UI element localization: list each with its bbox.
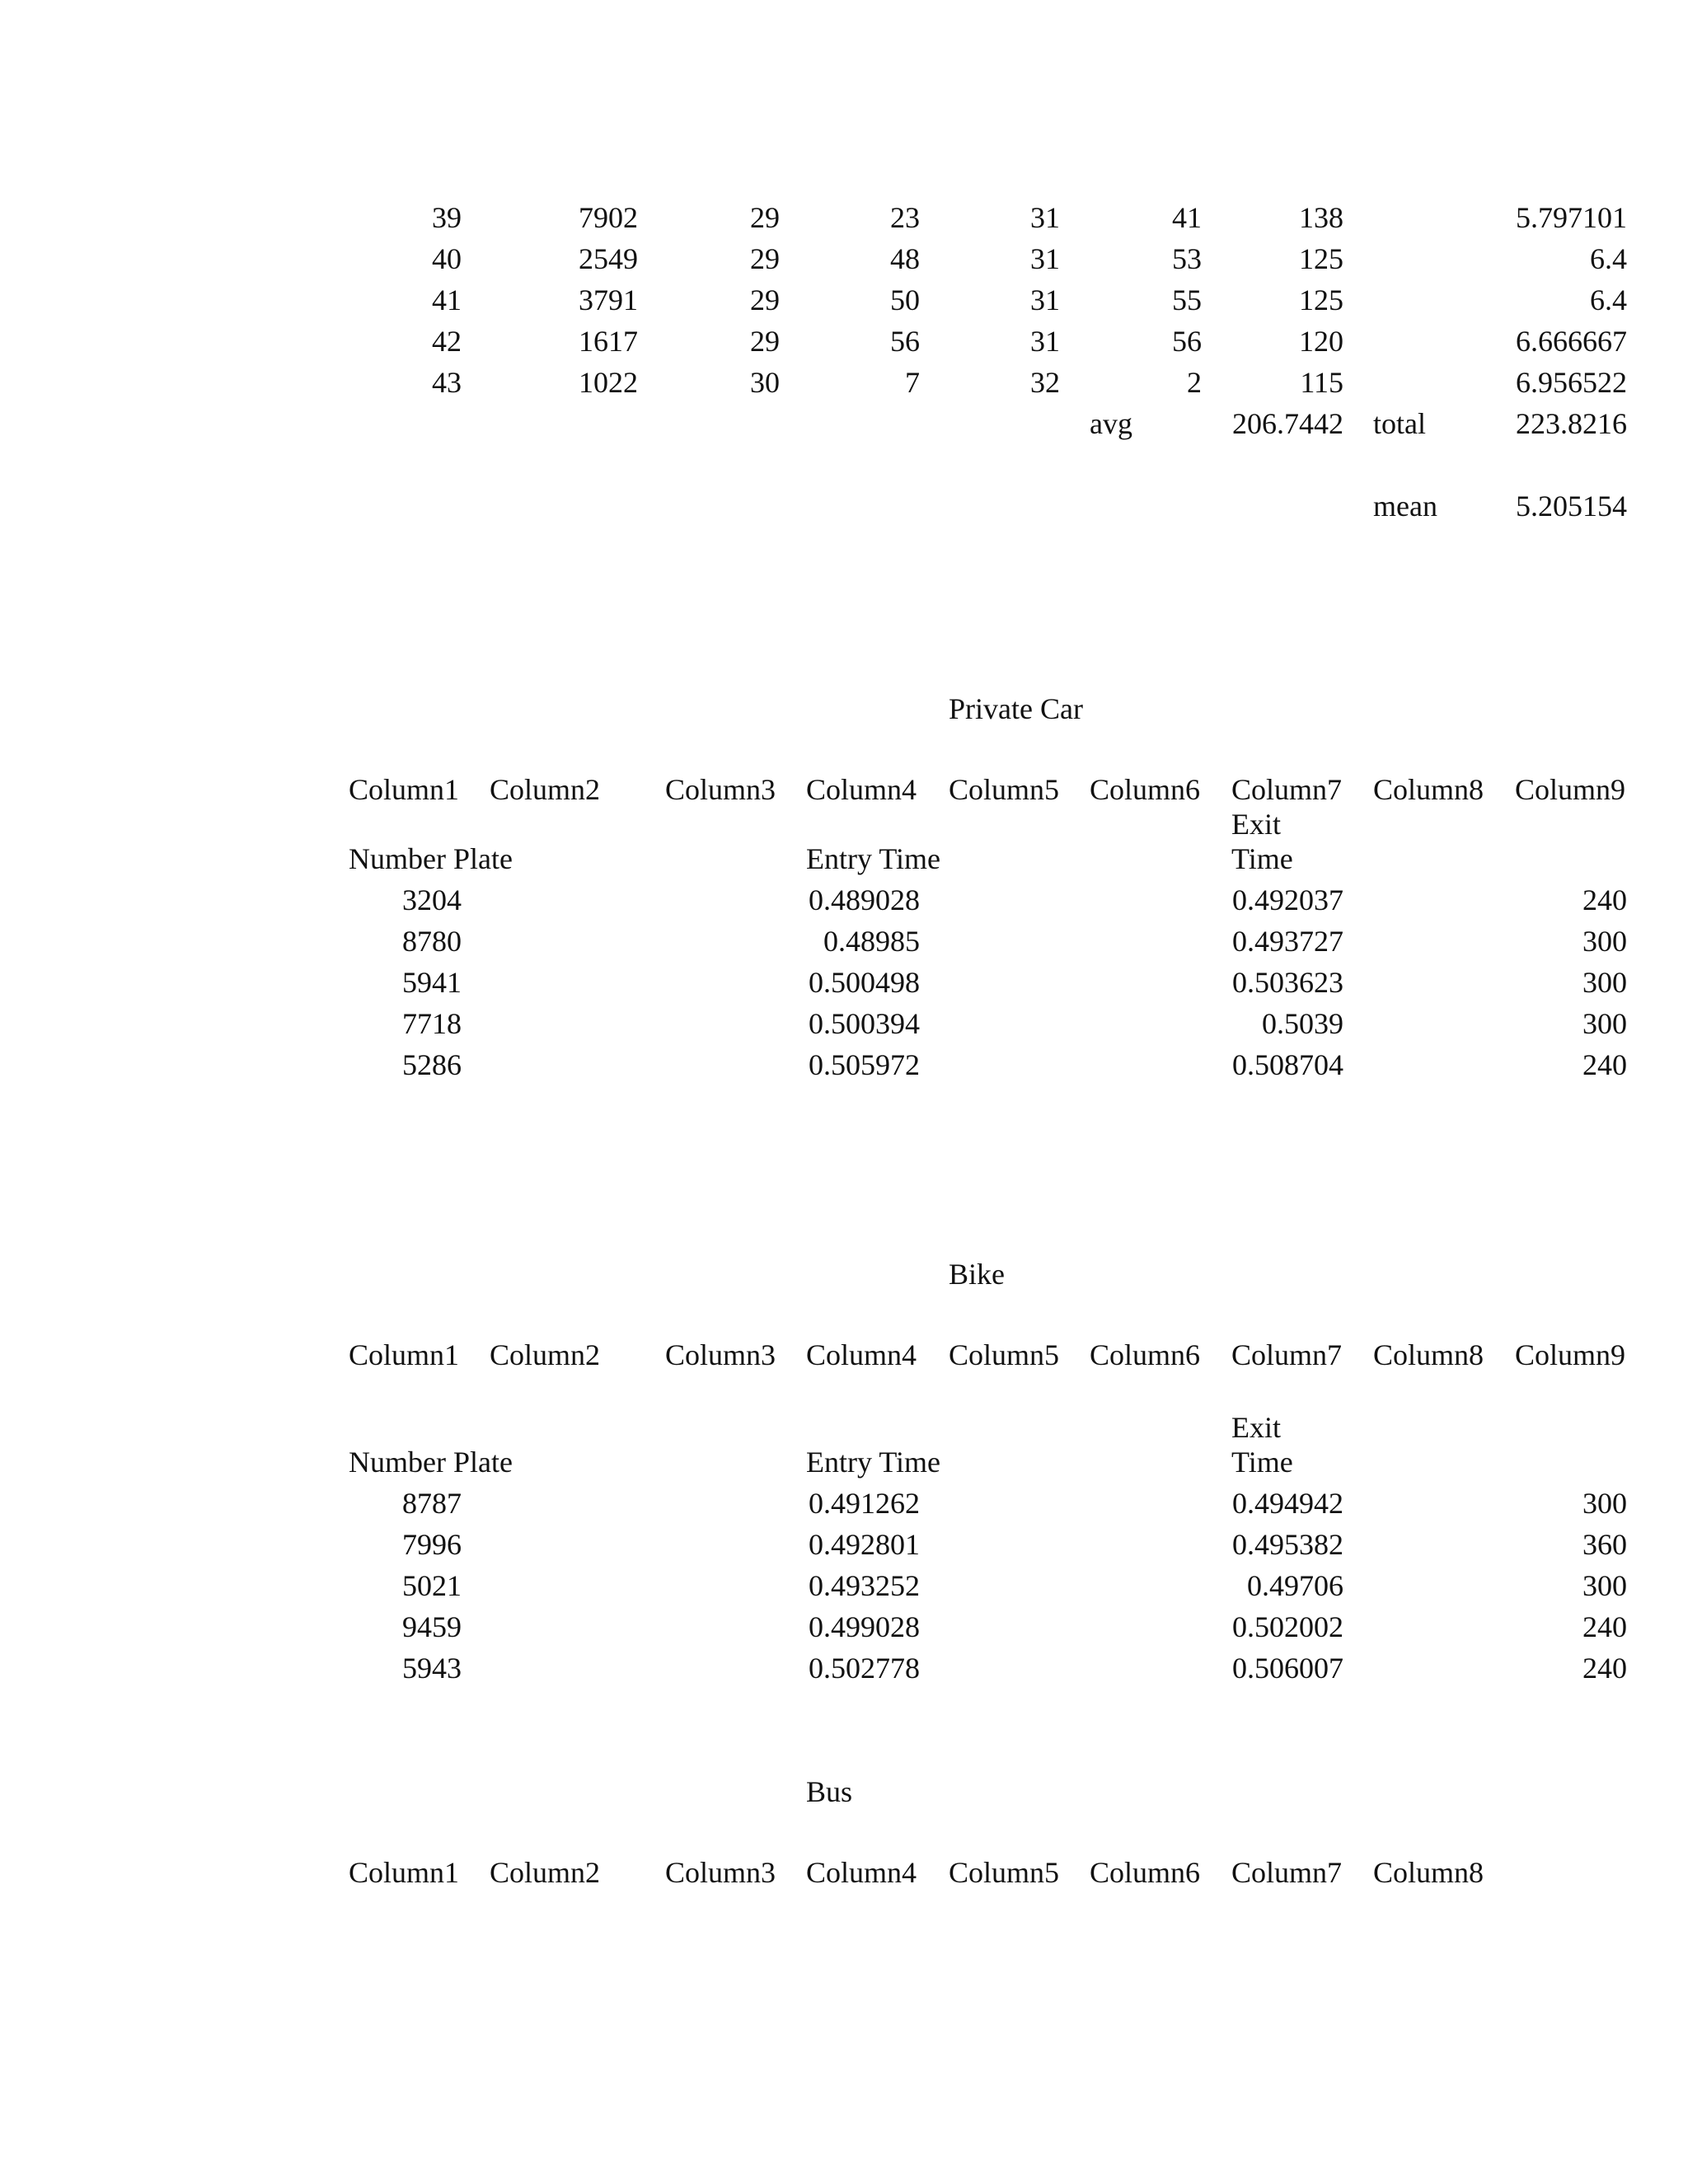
table-cell: 0.508704	[1232, 1048, 1343, 1081]
table-cell: 5286	[402, 1048, 462, 1081]
table-cell: 0.502002	[1232, 1610, 1343, 1643]
table-cell: 0.491262	[809, 1487, 920, 1520]
table-cell: 300	[1582, 1007, 1627, 1040]
entry-time-header: Entry Time	[806, 1446, 941, 1479]
column-header: Column8	[1373, 1338, 1484, 1371]
table-cell: 7	[905, 366, 920, 399]
column-header: Column5	[949, 1338, 1060, 1371]
table-cell: 0.495382	[1232, 1528, 1343, 1561]
table-cell: 2	[1187, 366, 1202, 399]
table-cell: 240	[1582, 883, 1627, 916]
table-cell: 23	[890, 201, 920, 234]
column-header: Column4	[806, 1856, 917, 1889]
column-header: Column8	[1373, 1856, 1484, 1889]
exit-time-header: Time	[1231, 842, 1293, 875]
section-title: Bus	[806, 1775, 853, 1808]
column-header: Column9	[1515, 1338, 1626, 1371]
table-cell: 0.505972	[809, 1048, 920, 1081]
column-header: Column3	[665, 1338, 776, 1371]
column-header: Column2	[490, 1856, 601, 1889]
table-cell: 0.499028	[809, 1610, 920, 1643]
table-cell: 6.666667	[1516, 325, 1627, 358]
section-title: Private Car	[949, 692, 1083, 725]
table-cell: 2549	[579, 242, 638, 275]
table-cell: 3791	[579, 284, 638, 316]
mean-value: 5.205154	[1516, 490, 1627, 523]
table-cell: 29	[750, 284, 780, 316]
column-header: Column1	[349, 1856, 460, 1889]
table-cell: 125	[1299, 242, 1343, 275]
number-plate-header: Number Plate	[349, 842, 513, 875]
table-cell: 1022	[579, 366, 638, 399]
avg-value: 206.7442	[1232, 407, 1343, 440]
table-cell: 0.49706	[1247, 1569, 1343, 1602]
table-cell: 40	[432, 242, 462, 275]
column-header: Column9	[1515, 773, 1626, 806]
column-header: Column3	[665, 773, 776, 806]
column-header: Column5	[949, 1856, 1060, 1889]
table-cell: 31	[1030, 325, 1060, 358]
table-cell: 125	[1299, 284, 1343, 316]
column-header: Column6	[1090, 773, 1201, 806]
table-cell: 300	[1582, 966, 1627, 999]
table-cell: 29	[750, 201, 780, 234]
column-header: Column4	[806, 1338, 917, 1371]
table-cell: 32	[1030, 366, 1060, 399]
table-cell: 300	[1582, 925, 1627, 958]
table-cell: 8787	[402, 1487, 462, 1520]
number-plate-header: Number Plate	[349, 1446, 513, 1479]
entry-time-header: Entry Time	[806, 842, 941, 875]
table-cell: 0.500394	[809, 1007, 920, 1040]
section-title: Bike	[949, 1258, 1005, 1291]
table-cell: 0.493727	[1232, 925, 1343, 958]
table-cell: 115	[1300, 366, 1343, 399]
exit-time-header: Time	[1231, 1446, 1293, 1479]
table-cell: 29	[750, 242, 780, 275]
table-cell: 7996	[402, 1528, 462, 1561]
table-cell: 50	[890, 284, 920, 316]
table-cell: 240	[1582, 1610, 1627, 1643]
column-header: Column6	[1090, 1338, 1201, 1371]
column-header: Column7	[1231, 773, 1343, 806]
column-header: Column7	[1231, 1856, 1343, 1889]
table-cell: 53	[1172, 242, 1202, 275]
table-cell: 31	[1030, 284, 1060, 316]
table-cell: 3204	[402, 883, 462, 916]
table-cell: 300	[1582, 1569, 1627, 1602]
table-cell: 240	[1582, 1652, 1627, 1685]
table-cell: 360	[1582, 1528, 1627, 1561]
table-cell: 0.489028	[809, 883, 920, 916]
avg-label: avg	[1090, 407, 1132, 440]
table-cell: 6.4	[1590, 242, 1627, 275]
table-cell: 0.500498	[809, 966, 920, 999]
table-cell: 0.492801	[809, 1528, 920, 1561]
table-cell: 39	[432, 201, 462, 234]
column-header: Column2	[490, 1338, 601, 1371]
table-cell: 41	[432, 284, 462, 316]
column-header: Column4	[806, 773, 917, 806]
table-cell: 31	[1030, 242, 1060, 275]
table-cell: 0.494942	[1232, 1487, 1343, 1520]
exit-time-header: Exit	[1231, 808, 1281, 841]
table-cell: 41	[1172, 201, 1202, 234]
table-cell: 1617	[579, 325, 638, 358]
table-cell: 43	[432, 366, 462, 399]
table-cell: 300	[1582, 1487, 1627, 1520]
total-label: total	[1373, 407, 1426, 440]
table-cell: 55	[1172, 284, 1202, 316]
table-cell: 240	[1582, 1048, 1627, 1081]
total-value: 223.8216	[1516, 407, 1627, 440]
table-cell: 120	[1299, 325, 1343, 358]
table-cell: 7902	[579, 201, 638, 234]
table-cell: 0.503623	[1232, 966, 1343, 999]
table-cell: 42	[432, 325, 462, 358]
table-cell: 0.48985	[823, 925, 920, 958]
table-cell: 0.506007	[1232, 1652, 1343, 1685]
table-cell: 6.956522	[1516, 366, 1627, 399]
exit-time-header: Exit	[1231, 1411, 1281, 1444]
table-cell: 6.4	[1590, 284, 1627, 316]
table-cell: 0.502778	[809, 1652, 920, 1685]
table-cell: 138	[1299, 201, 1343, 234]
table-cell: 56	[890, 325, 920, 358]
mean-label: mean	[1373, 490, 1437, 523]
table-cell: 56	[1172, 325, 1202, 358]
column-header: Column2	[490, 773, 601, 806]
column-header: Column7	[1231, 1338, 1343, 1371]
column-header: Column8	[1373, 773, 1484, 806]
table-cell: 48	[890, 242, 920, 275]
column-header: Column1	[349, 1338, 460, 1371]
column-header: Column6	[1090, 1856, 1201, 1889]
table-cell: 9459	[402, 1610, 462, 1643]
column-header: Column5	[949, 773, 1060, 806]
table-cell: 0.492037	[1232, 883, 1343, 916]
table-cell: 5021	[402, 1569, 462, 1602]
table-cell: 8780	[402, 925, 462, 958]
table-cell: 29	[750, 325, 780, 358]
table-cell: 0.5039	[1262, 1007, 1343, 1040]
table-cell: 5943	[402, 1652, 462, 1685]
table-cell: 7718	[402, 1007, 462, 1040]
column-header: Column3	[665, 1856, 776, 1889]
table-cell: 0.493252	[809, 1569, 920, 1602]
table-cell: 30	[750, 366, 780, 399]
table-cell: 31	[1030, 201, 1060, 234]
table-cell: 5941	[402, 966, 462, 999]
table-cell: 5.797101	[1516, 201, 1627, 234]
column-header: Column1	[349, 773, 460, 806]
